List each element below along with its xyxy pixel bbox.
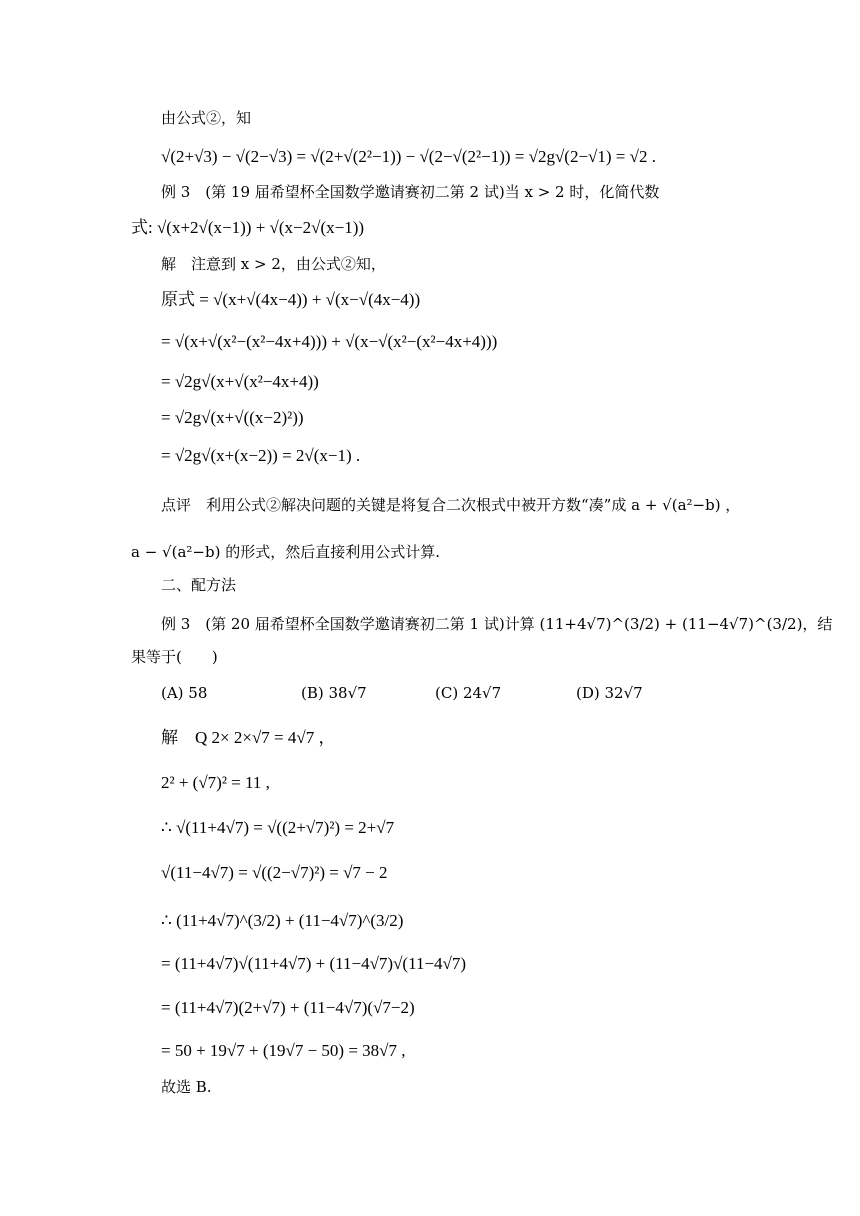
example-3b-heading: 例 3 (第 20 届希望杯全国数学邀请赛初二第 1 试)计算 (11+4√7)^(3/2) + (11−4√7)^(3/2)，结 xyxy=(161,615,833,633)
comment-line-1: 点评 利用公式②解决问题的关键是将复合二次根式中被开方数“凑”成 a + √(a²−b) ， xyxy=(161,496,741,514)
example-3-heading: 例 3 (第 19 届希望杯全国数学邀请赛初二第 2 试)当 x > 2 时，化简代数 xyxy=(161,183,660,201)
example-3b-heading-cont: 果等于( ) xyxy=(131,648,218,666)
solution-b-line-6: = (11+4√7)√(11+4√7) + (11−4√7)√(11−4√7) xyxy=(161,954,467,973)
example-3-expression: 式: √(x+2√(x−1)) + √(x−2√(x−1)) xyxy=(131,218,365,237)
comment-line-2: a − √(a²−b) 的形式，然后直接利用公式计算. xyxy=(131,543,440,561)
solution-b-line-2: 2² + (√7)² = 11 , xyxy=(161,773,270,792)
solution-b-line-1: 解 Q 2× 2×√7 = 4√7 ， xyxy=(161,728,336,747)
solution-b-line-5: ∴ (11+4√7)^(3/2) + (11−4√7)^(3/2) xyxy=(161,911,404,930)
choice-d: (D) 32√7 xyxy=(576,684,643,702)
formula-line-2: √(2+√3) − √(2−√3) = √(2+√(2²−1)) − √(2−√(2²−1)) = √2g√(2−√1) = √2 . xyxy=(161,147,656,166)
solution-step-1: 原式 = √(x+√(4x−4)) + √(x−√(4x−4)) xyxy=(161,290,421,309)
choice-a: (A) 58 xyxy=(161,684,208,702)
solution-b-line-3: ∴ √(11+4√7) = √((2+√7)²) = 2+√7 xyxy=(161,818,395,837)
solution-intro: 解 注意到 x > 2，由公式②知， xyxy=(161,255,386,273)
section-heading: 二、配方法 xyxy=(161,576,237,594)
solution-step-2: = √(x+√(x²−(x²−4x+4))) + √(x−√(x²−(x²−4x+4))) xyxy=(161,332,498,351)
solution-step-4: = √2g√(x+√((x−2)²)) xyxy=(161,408,304,427)
text-line-1: 由公式②，知 xyxy=(161,109,252,127)
solution-b-line-8: = 50 + 19√7 + (19√7 − 50) = 38√7 , xyxy=(161,1041,406,1060)
solution-b-line-4: √(11−4√7) = √((2−√7)²) = √7 − 2 xyxy=(161,863,388,882)
solution-b-line-7: = (11+4√7)(2+√7) + (11−4√7)(√7−2) xyxy=(161,998,415,1017)
choice-c: (C) 24√7 xyxy=(435,684,502,702)
solution-step-3: = √2g√(x+√(x²−4x+4)) xyxy=(161,372,319,391)
solution-step-5: = √2g√(x+(x−2)) = 2√(x−1) . xyxy=(161,446,361,465)
answer-line: 故选 B. xyxy=(161,1078,212,1096)
choice-b: (B) 38√7 xyxy=(301,684,367,702)
